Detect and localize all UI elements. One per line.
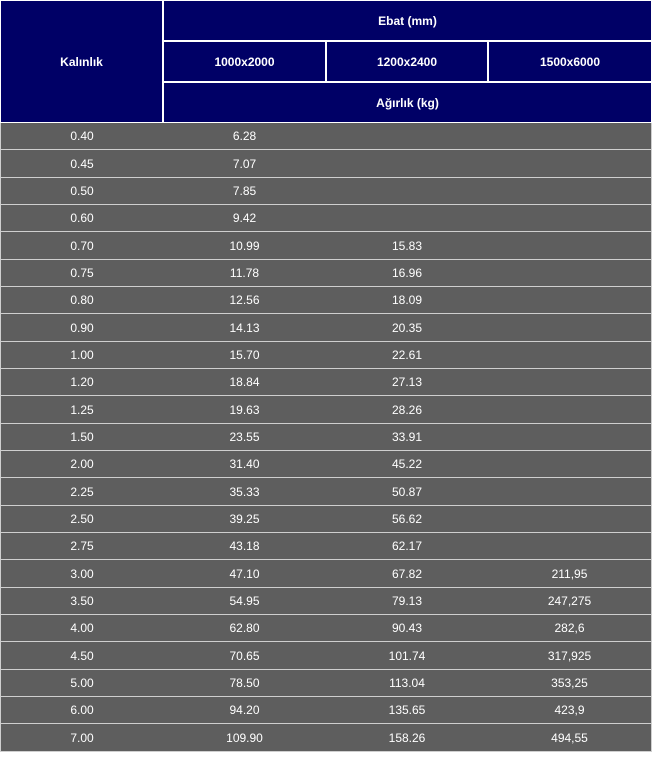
- table-row: [0, 642, 652, 670]
- weight-1500x6000-cell: [488, 205, 652, 232]
- table-row: [0, 588, 652, 615]
- weight-1000x2000-cell: 109.90: [163, 724, 326, 752]
- weight-1500x6000-cell: [488, 451, 652, 478]
- table-row: [0, 369, 652, 396]
- weight-1200x2400-cell: 101.74: [326, 642, 488, 670]
- weight-1500x6000-cell: [488, 232, 652, 260]
- weight-1200x2400-cell: 22.61: [326, 342, 488, 369]
- thickness-cell: 1.00: [0, 342, 163, 369]
- thickness-cell: 4.50: [0, 642, 163, 670]
- weight-1000x2000-cell: 39.25: [163, 506, 326, 533]
- header-thickness: Kalınlık: [0, 0, 163, 123]
- weight-1000x2000-cell: 6.28: [163, 123, 326, 150]
- weight-1000x2000-cell: 19.63: [163, 396, 326, 424]
- table-row: [0, 396, 652, 424]
- weight-1200x2400-cell: 45.22: [326, 451, 488, 478]
- weight-1500x6000-cell: [488, 396, 652, 424]
- weight-1200x2400-cell: 16.96: [326, 260, 488, 287]
- thickness-cell: 3.00: [0, 560, 163, 588]
- thickness-cell: 0.60: [0, 205, 163, 232]
- weight-1000x2000-cell: 11.78: [163, 260, 326, 287]
- weight-1500x6000-cell: 211,95: [488, 560, 652, 588]
- weight-1500x6000-cell: [488, 424, 652, 451]
- weight-1200x2400-cell: [326, 150, 488, 178]
- table-row: [0, 533, 652, 560]
- header-size-1500x6000: 1500x6000: [488, 41, 652, 82]
- weight-1500x6000-cell: 423,9: [488, 697, 652, 724]
- table-row: [0, 342, 652, 369]
- weight-1000x2000-cell: 10.99: [163, 232, 326, 260]
- table-row: [0, 150, 652, 178]
- weight-1000x2000-cell: 7.85: [163, 178, 326, 205]
- thickness-cell: 5.00: [0, 670, 163, 697]
- weight-1200x2400-cell: 62.17: [326, 533, 488, 560]
- weight-1500x6000-cell: [488, 287, 652, 314]
- thickness-cell: 0.75: [0, 260, 163, 287]
- weight-1000x2000-cell: 43.18: [163, 533, 326, 560]
- weight-1000x2000-cell: 12.56: [163, 287, 326, 314]
- weight-1000x2000-cell: 35.33: [163, 478, 326, 506]
- header-size: Ebat (mm): [163, 0, 652, 41]
- weight-1500x6000-cell: 353,25: [488, 670, 652, 697]
- thickness-cell: 0.90: [0, 314, 163, 342]
- thickness-cell: 7.00: [0, 724, 163, 752]
- thickness-cell: 2.25: [0, 478, 163, 506]
- table-row: [0, 123, 652, 150]
- weight-1000x2000-cell: 14.13: [163, 314, 326, 342]
- weight-1500x6000-cell: [488, 314, 652, 342]
- thickness-cell: 0.80: [0, 287, 163, 314]
- weight-1000x2000-cell: 78.50: [163, 670, 326, 697]
- table-row: [0, 232, 652, 260]
- weight-1500x6000-cell: [488, 123, 652, 150]
- table-row: [0, 260, 652, 287]
- weight-1000x2000-cell: 23.55: [163, 424, 326, 451]
- weight-1500x6000-cell: [488, 260, 652, 287]
- thickness-cell: 0.50: [0, 178, 163, 205]
- thickness-cell: 2.50: [0, 506, 163, 533]
- table-row: [0, 724, 652, 752]
- weight-1500x6000-cell: [488, 150, 652, 178]
- thickness-cell: 1.20: [0, 369, 163, 396]
- weight-1000x2000-cell: 94.20: [163, 697, 326, 724]
- weight-1200x2400-cell: 33.91: [326, 424, 488, 451]
- weight-1500x6000-cell: 317,925: [488, 642, 652, 670]
- weight-1500x6000-cell: 494,55: [488, 724, 652, 752]
- weight-1200x2400-cell: 15.83: [326, 232, 488, 260]
- weight-1200x2400-cell: 28.26: [326, 396, 488, 424]
- thickness-cell: 6.00: [0, 697, 163, 724]
- table-body: [0, 123, 652, 752]
- weight-1000x2000-cell: 62.80: [163, 615, 326, 642]
- thickness-cell: 0.40: [0, 123, 163, 150]
- weight-1500x6000-cell: [488, 478, 652, 506]
- weight-1200x2400-cell: 90.43: [326, 615, 488, 642]
- thickness-cell: 2.75: [0, 533, 163, 560]
- weight-1000x2000-cell: 15.70: [163, 342, 326, 369]
- thickness-cell: 2.00: [0, 451, 163, 478]
- thickness-cell: 1.25: [0, 396, 163, 424]
- header-size-1200x2400: 1200x2400: [326, 41, 488, 82]
- thickness-cell: 4.00: [0, 615, 163, 642]
- thickness-cell: 1.50: [0, 424, 163, 451]
- weight-1000x2000-cell: 70.65: [163, 642, 326, 670]
- table-row: [0, 506, 652, 533]
- weight-1200x2400-cell: 27.13: [326, 369, 488, 396]
- table-row: [0, 451, 652, 478]
- table-row: [0, 205, 652, 232]
- weight-1200x2400-cell: 18.09: [326, 287, 488, 314]
- weight-1500x6000-cell: 247,275: [488, 588, 652, 615]
- weight-1000x2000-cell: 47.10: [163, 560, 326, 588]
- header-size-1000x2000: 1000x2000: [163, 41, 326, 82]
- weight-1000x2000-cell: 18.84: [163, 369, 326, 396]
- table-row: [0, 615, 652, 642]
- weight-1500x6000-cell: [488, 342, 652, 369]
- table-row: [0, 178, 652, 205]
- weight-1200x2400-cell: 79.13: [326, 588, 488, 615]
- weight-1000x2000-cell: 7.07: [163, 150, 326, 178]
- weight-1500x6000-cell: [488, 369, 652, 396]
- table-row: [0, 670, 652, 697]
- weight-1200x2400-cell: 67.82: [326, 560, 488, 588]
- table-row: [0, 314, 652, 342]
- weight-1200x2400-cell: 135.65: [326, 697, 488, 724]
- weight-1500x6000-cell: [488, 533, 652, 560]
- weight-1000x2000-cell: 31.40: [163, 451, 326, 478]
- table-row: [0, 424, 652, 451]
- weight-1200x2400-cell: 113.04: [326, 670, 488, 697]
- thickness-cell: 0.70: [0, 232, 163, 260]
- weight-1200x2400-cell: 56.62: [326, 506, 488, 533]
- table-row: [0, 478, 652, 506]
- weight-1200x2400-cell: 50.87: [326, 478, 488, 506]
- thickness-cell: 3.50: [0, 588, 163, 615]
- weight-1500x6000-cell: 282,6: [488, 615, 652, 642]
- weight-1200x2400-cell: [326, 205, 488, 232]
- weight-1000x2000-cell: 54.95: [163, 588, 326, 615]
- weight-1500x6000-cell: [488, 506, 652, 533]
- weight-1200x2400-cell: 158.26: [326, 724, 488, 752]
- thickness-cell: 0.45: [0, 150, 163, 178]
- weight-1200x2400-cell: [326, 123, 488, 150]
- table-row: [0, 287, 652, 314]
- weight-1200x2400-cell: 20.35: [326, 314, 488, 342]
- table-header: [0, 0, 652, 123]
- header-weight: Ağırlık (kg): [163, 82, 652, 123]
- weight-1500x6000-cell: [488, 178, 652, 205]
- weight-1200x2400-cell: [326, 178, 488, 205]
- weight-1000x2000-cell: 9.42: [163, 205, 326, 232]
- table-row: [0, 697, 652, 724]
- table-row: [0, 560, 652, 588]
